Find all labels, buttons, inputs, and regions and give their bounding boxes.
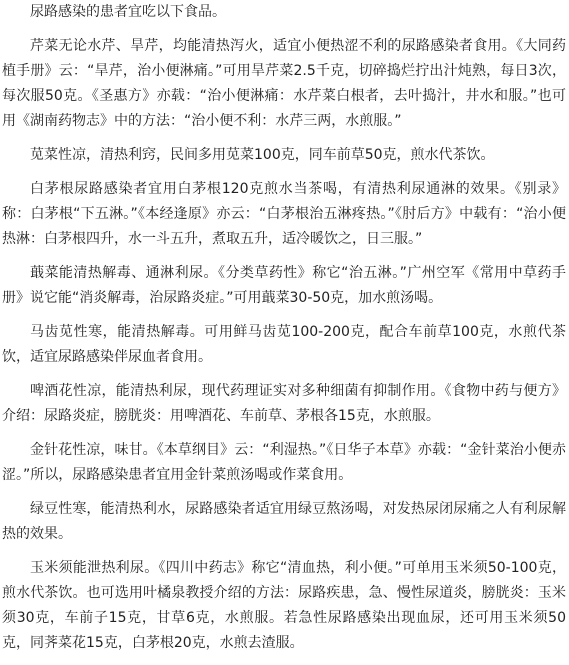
intro-paragraph: 尿路感染的患者宜吃以下食品。 bbox=[30, 4, 226, 20]
paragraph-corn-silk: 玉米须能泄热利尿。《四川中药志》称它“清血热，利小便。”可单用玉米须50-100克，煎水代茶饮。也可选用叶橘泉教授介绍的方法：尿路疾患，急、慢性尿道炎，膀胱炎：玉米须30克，车前子15克，甘草6克，水煎服。若急性尿路感染出现血尿，还可用玉米须50克，同荠菜花15克，白茅根20克，水煎去渣服。 bbox=[2, 560, 566, 651]
paragraph-celery: 芹菜无论水芹、旱芹，均能清热泻火，适宜小便热涩不利的尿路感染者食用。《大同药植手册》云：“旱芹，治小便淋痛。”可用旱芹菜2.5千克，切碎捣烂拧出汁炖熟，每日3次，每次服50克。《圣惠方》亦载：“治小便淋痛：水芹菜白根者，去叶捣汁，井水和服。”也可用《湖南药物志》中的方法：“治小便不利：水芹三两，水煎服。” bbox=[2, 38, 566, 129]
paragraph-purslane: 马齿苋性寒，能清热解毒。可用鲜马齿苋100-200克，配合车前草100克，水煎代茶饮，适宜尿路感染伴尿血者食用。 bbox=[2, 324, 566, 365]
paragraph-houttuynia: 蕺菜能清热解毒、通淋利尿。《分类草药性》称它“治五淋。”广州空军《常用中草药手册》说它能“消炎解毒，治尿路炎症。”可用蕺菜30-50克，加水煎汤喝。 bbox=[2, 265, 566, 306]
paragraph-amaranth: 苋菜性凉，清热利窍，民间多用苋菜100克，同车前草50克，煎水代茶饮。 bbox=[30, 147, 495, 163]
paragraph-mung-bean: 绿豆性寒，能清热利水，尿路感染者适宜用绿豆熬汤喝，对发热尿闭尿痛之人有利尿解热的效果。 bbox=[2, 501, 566, 542]
paragraph-daylily: 金针花性凉，味甘。《本草纲目》云：“利湿热。”《日华子本草》亦载：“金针菜治小便赤涩。”所以，尿路感染患者宜用金针菜煎汤喝或作菜食用。 bbox=[2, 442, 566, 483]
paragraph-imperata-root: 白茅根尿路感染者宜用白茅根120克煎水当茶喝，有清热利尿通淋的效果。《别录》称：白茅根“下五淋。”《本经逢原》亦云：“白茅根治五淋疼热。”《肘后方》中载有：“治小便热淋：白茅根四升，水一斗五升，煮取五升，适冷暖饮之，日三服。” bbox=[2, 181, 566, 247]
article-body bbox=[2, 0, 566, 665]
paragraph-hops: 啤酒花性凉，能清热利尿，现代药理证实对多种细菌有抑制作用。《食物中药与便方》介绍：尿路炎症，膀胱炎：用啤酒花、车前草、茅根各15克，水煎服。 bbox=[2, 383, 566, 424]
